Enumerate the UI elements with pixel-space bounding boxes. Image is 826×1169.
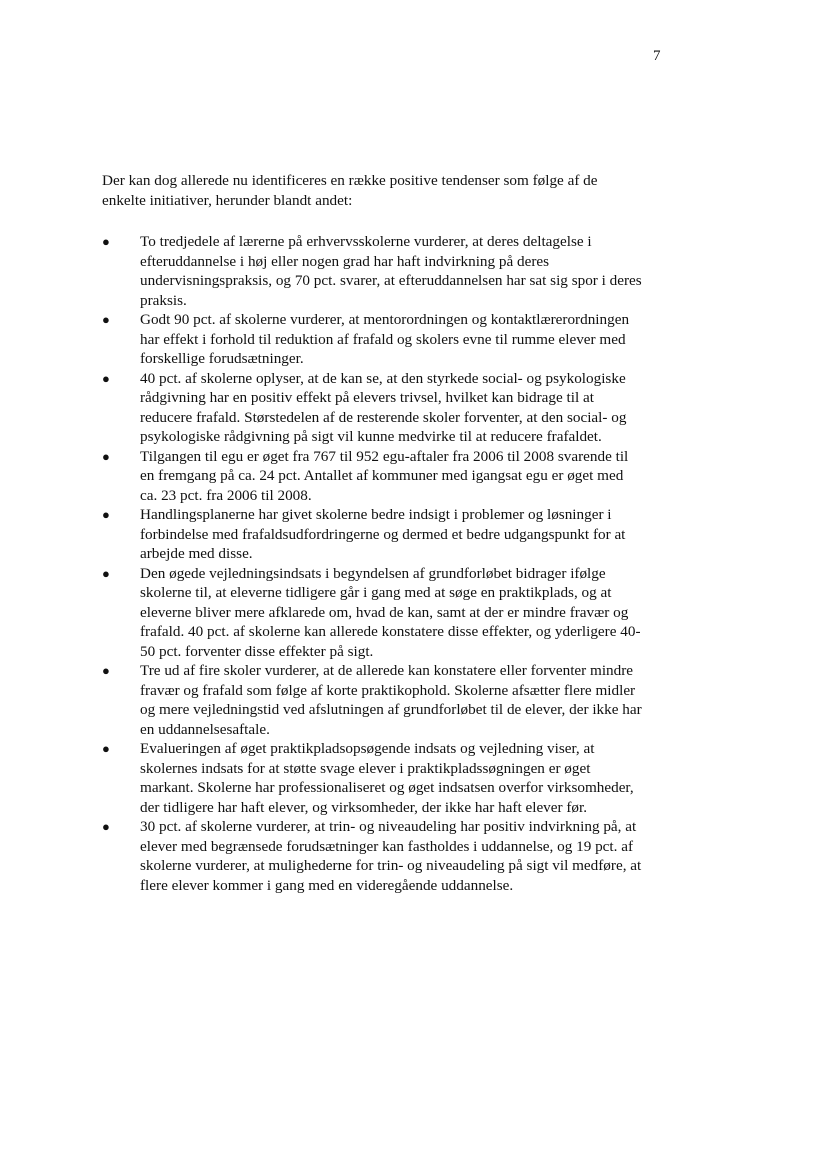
list-item-text: Tre ud af fire skoler vurderer, at de allerede kan konstatere eller forventer mindre fravær og frafald som følge af korte praktikophold. Skolerne afsætter flere midler og mere vejledningstid ved afslutningen af grundforløbet til de elever, der ikke har en uddannelsesaftale. xyxy=(140,662,642,738)
list-item-text: Handlingsplanerne har givet skolerne bedre indsigt i problemer og løsninger i forbindelse med frafaldsudfordringerne og dermed et bedre udgangspunkt for at arbejde med disse. xyxy=(140,506,626,562)
document-body xyxy=(102,171,642,895)
list-item-text: To tredjedele af lærerne på erhvervsskolerne vurderer, at deres deltagelse i efteruddannelse i høj eller nogen grad har haft indvirkning på deres undervisningspraksis, og 70 pct. svarer, at efteruddannelsen har sat sig spor i deres praksis. xyxy=(140,233,642,309)
list-item xyxy=(102,310,642,369)
list-item xyxy=(102,661,642,739)
bullet-icon: ● xyxy=(102,565,110,581)
list-item xyxy=(102,817,642,895)
bullet-icon: ● xyxy=(102,741,110,756)
bullet-icon: ● xyxy=(102,448,110,464)
list-item xyxy=(102,369,642,447)
list-item-text: Den øgede vejledningsindsats i begyndelsen af grundforløbet bidrager ifølge skolerne til, at eleverne tidligere går i gang med at søge en praktikplads, og at eleverne bliver mere afklarede om, hvad de kan, samt at der er mindre fravær og frafald. 40 pct. af skolerne kan allerede konstatere disse effekter, og yderligere 40-50 pct. forventer disse effekter på sigt. xyxy=(140,564,641,660)
list-item xyxy=(102,232,642,310)
bullet-icon: ● xyxy=(102,507,110,522)
intro-paragraph: Der kan dog allerede nu identificeres en række positive tendenser som følge af de enkelte initiativer, herunder blandt andet: xyxy=(102,172,598,209)
list-item xyxy=(102,505,642,564)
list-item xyxy=(102,564,642,662)
list-item-text: Tilgangen til egu er øget fra 767 til 952 egu-aftaler fra 2006 til 2008 svarende til en fremgang på ca. 24 pct. Antallet af kommuner med igangsat egu er øget med ca. 23 pct. fra 2006 til 2008. xyxy=(140,447,629,504)
bullet-icon: ● xyxy=(102,663,110,678)
page-number: 7 xyxy=(653,48,661,64)
bullet-list xyxy=(102,232,642,895)
bullet-icon: ● xyxy=(102,370,110,386)
list-item-text: Evalueringen af øget praktikpladsopsøgende indsats og vejledning viser, at skolernes indsats for at støtte svage elever i praktikpladssøgningen er øget markant. Skolerne har professionaliseret og øget indsatsen overfor virksomheder, der tidligere har haft elever, og virksomheder, der ikke har haft elever før. xyxy=(140,740,634,816)
bullet-icon: ● xyxy=(102,819,110,834)
list-item xyxy=(102,739,642,817)
bullet-icon: ● xyxy=(102,312,110,327)
bullet-icon: ● xyxy=(102,234,110,249)
list-item-text: Godt 90 pct. af skolerne vurderer, at mentorordningen og kontaktlærerordningen har effekt i forhold til reduktion af frafald og skolers evne til rumme elever med forskellige forudsætninger. xyxy=(140,311,630,367)
list-item-text: 40 pct. af skolerne oplyser, at de kan se, at den styrkede social- og psykologiske rådgivning har en positiv effekt på elevers trivsel, hvilket kan bidrage til at reducere frafald. Størstedelen af de resterende skoler forventer, at den social- og psykologiske rådgivning på sigt vil kunne medvirke til at reducere frafaldet. xyxy=(140,369,627,445)
list-item xyxy=(102,447,642,506)
list-item-text: 30 pct. af skolerne vurderer, at trin- og niveaudeling har positiv indvirkning på, at elever med begrænsede forudsætninger kan fastholdes i uddannelse, og 19 pct. af skolerne vurderer, at mulighederne for trin- og niveaudeling på sigt vil medføre, at flere elever kommer i gang med en videregående uddannelse. xyxy=(140,818,642,894)
